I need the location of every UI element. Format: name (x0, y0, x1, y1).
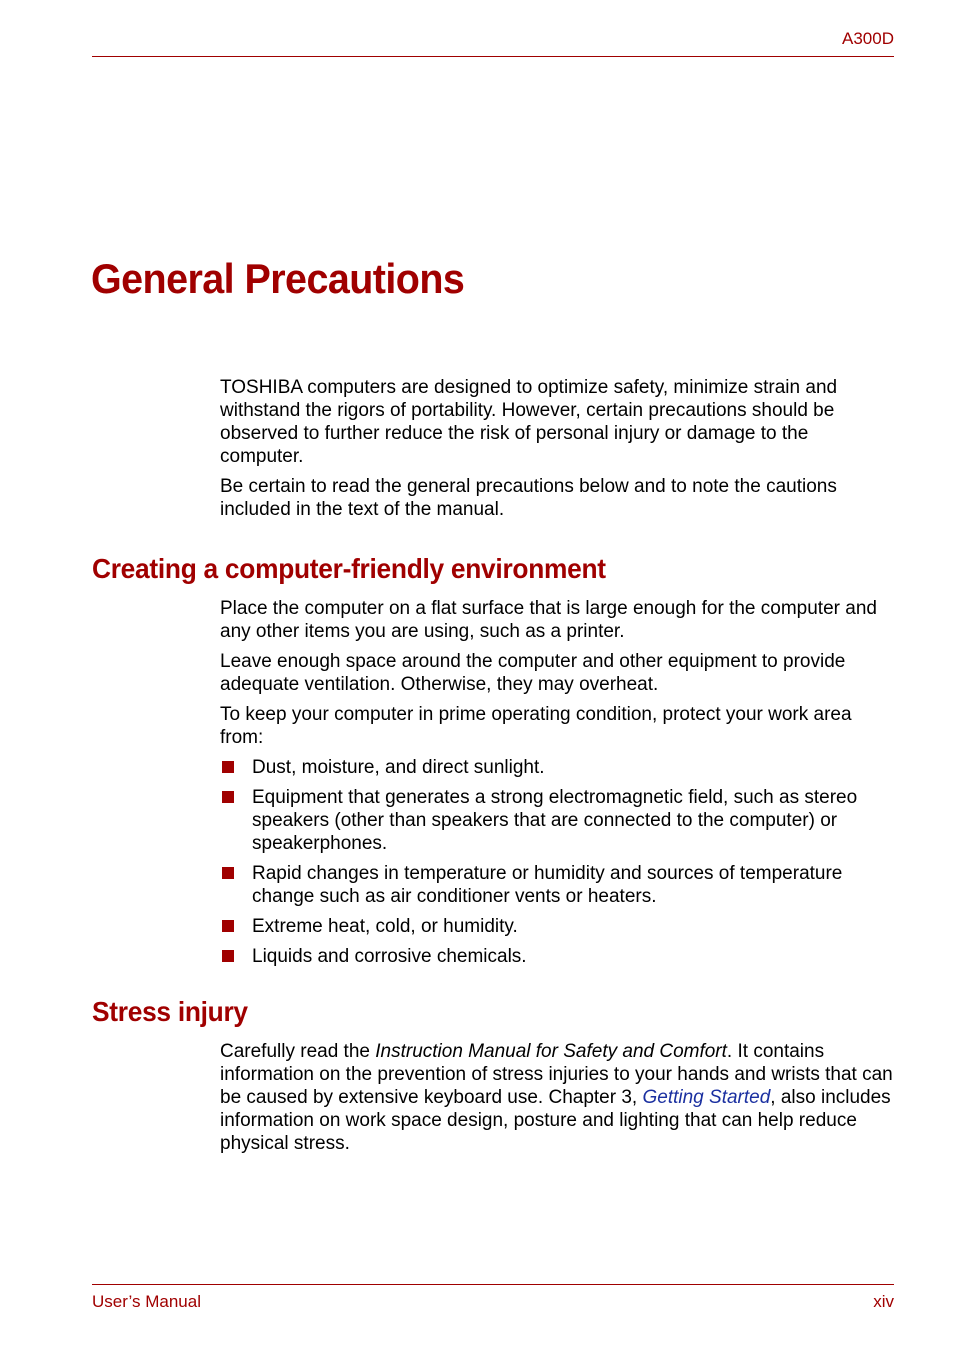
header-model-label: A300D (842, 29, 894, 48)
environment-paragraph: Place the computer on a flat surface that is large enough for the computer and any other items you are using, such as a printer. (220, 598, 877, 642)
section-heading-environment: Creating a computer-friendly environment (92, 553, 606, 584)
hazard-list (220, 756, 895, 968)
text-segment: Carefully read the (220, 1041, 376, 1062)
list-item (220, 756, 895, 779)
square-bullet-icon (222, 950, 234, 962)
page-number: xiv (873, 1292, 894, 1311)
list-item-text: Equipment that generates a strong electromagnetic field, such as stereo speakers (other than speakers that are connected to the computer) or speakerphones. (252, 787, 858, 854)
stress-injury-paragraph (220, 1040, 895, 1155)
text-segment: , also includes information on work space design, posture and lighting that can help reduce physical stress. (220, 1087, 891, 1154)
list-item (220, 862, 895, 908)
environment-paragraph: To keep your computer in prime operating condition, protect your work area from: (220, 704, 852, 748)
environment-paragraph: Leave enough space around the computer and other equipment to provide adequate ventilation. Otherwise, they may overheat. (220, 651, 846, 695)
intro-block (220, 376, 895, 528)
header-rule (92, 56, 894, 57)
footer-rule (92, 1284, 894, 1285)
stress-injury-block (220, 1040, 895, 1162)
text-segment: . It contains information on the prevention of stress injuries to your hands and wrists that can be caused by extensive keyboard use. Chapter 3, (220, 1041, 893, 1108)
list-item (220, 915, 895, 938)
manual-title: Instruction Manual for Safety and Comfort (375, 1041, 727, 1062)
list-item (220, 945, 895, 968)
list-item (220, 786, 895, 855)
environment-block (220, 597, 895, 975)
square-bullet-icon (222, 791, 234, 803)
list-item-text: Dust, moisture, and direct sunlight. (252, 757, 545, 778)
intro-paragraph: TOSHIBA computers are designed to optimize safety, minimize strain and withstand the rigors of portability. However, certain precautions should be observed to further reduce the risk of personal injury or damage to the computer. (220, 377, 838, 467)
square-bullet-icon (222, 761, 234, 773)
list-item-text: Liquids and corrosive chemicals. (252, 946, 527, 967)
list-item-text: Extreme heat, cold, or humidity. (252, 916, 518, 937)
square-bullet-icon (222, 867, 234, 879)
intro-paragraph: Be certain to read the general precautions below and to note the cautions included in the text of the manual. (220, 476, 837, 520)
page-title: General Precautions (91, 255, 465, 302)
getting-started-link[interactable]: Getting Started (642, 1087, 771, 1108)
footer-manual-label: User’s Manual (92, 1292, 201, 1311)
list-item-text: Rapid changes in temperature or humidity and sources of temperature change such as air conditioner vents or heaters. (252, 863, 843, 907)
section-heading-stress-injury: Stress injury (92, 996, 248, 1027)
square-bullet-icon (222, 920, 234, 932)
